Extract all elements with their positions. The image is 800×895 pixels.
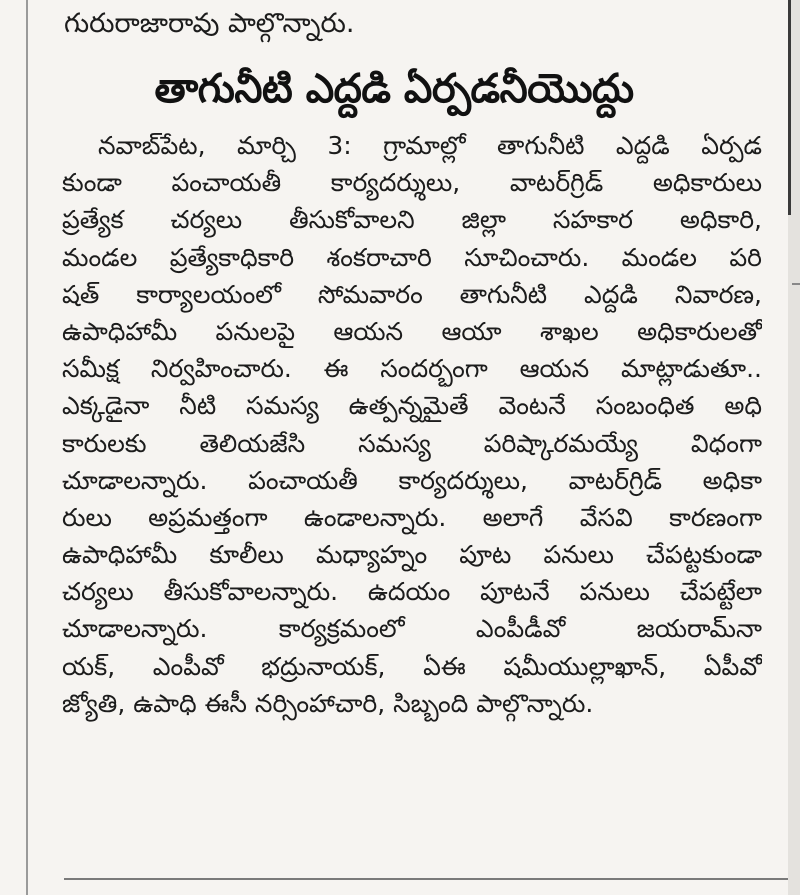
body-line: మండల ప్రత్యేకాధికారి శంకరాచారి సూచించారు. మండల పరి (62, 242, 762, 272)
column-divider-right (788, 0, 791, 215)
article-body (62, 127, 762, 722)
previous-story-tail: గురురాజారావు పాల్గొన్నారు. (64, 8, 355, 39)
body-line: కారులకు తెలియజేసి సమస్య పరిష్కారమయ్యే విధంగా (62, 428, 762, 458)
body-line: చూడాలన్నారు. కార్యక్రమంలో ఎంపీడీవో జయరామ్‌నా (62, 614, 762, 644)
body-line: యక్, ఎంపీవో భద్రునాయక్, ఏఈ షమీయుల్లాఖాన్, ఏపీవో (62, 651, 762, 681)
body-line: నవాబ్‌పేట, మార్చి 3: గ్రామాల్లో తాగునీటి ఎద్దడి ఏర్పడ (98, 131, 762, 160)
body-line: ప్రత్యేక చర్యలు తీసుకోవాలని జిల్లా సహకార అధికారి, (62, 205, 762, 235)
body-line: ఉపాధిహామీ పనులపై ఆయన ఆయా శాఖల అధికారులతో (62, 316, 762, 346)
body-line: షత్ కార్యాలయంలో సోమవారం తాగునీటి ఎద్దడి నివారణ, (62, 279, 762, 309)
body-line: జ్యోతి, ఉపాధి ఈసీ నర్సింహాచారి, సిబ్బంది పాల్గొన్నారు. (62, 688, 594, 718)
article-headline: తాగునీటి ఎద్దడి ఏర్పడనీయొద్దు (154, 66, 634, 112)
body-line: సమీక్ష నిర్వహించారు. ఈ సందర్భంగా ఆయన మాట్లాడుతూ.. (62, 354, 762, 384)
body-line: కుండా పంచాయతీ కార్యదర్శులు, వాటర్‌గ్రిడ్ అధికారులు (62, 168, 762, 198)
column-bottom-rule (64, 878, 788, 880)
body-line: చర్యలు తీసుకోవాలన్నారు. ఉదయం పూటనే పనులు చేపట్టేలా (62, 577, 762, 607)
body-line: చూడాలన్నారు. పంచాయతీ కార్యదర్శులు, వాటర్‌గ్రిడ్ అధికా (62, 465, 762, 495)
column-divider-left (26, 0, 28, 895)
body-line: ఉపాధిహామీ కూలీలు మధ్యాహ్నం పూట పనులు చేపట్టకుండా (62, 540, 762, 570)
body-line: రులు అప్రమత్తంగా ఉండాలన్నారు. అలాగే వేసవి కారణంగా (62, 502, 762, 532)
body-line: ఎక్కడైనా నీటి సమస్య ఉత్పన్నమైతే వెంటనే సంబంధిత అధి (62, 391, 762, 421)
column-marker (792, 283, 800, 285)
